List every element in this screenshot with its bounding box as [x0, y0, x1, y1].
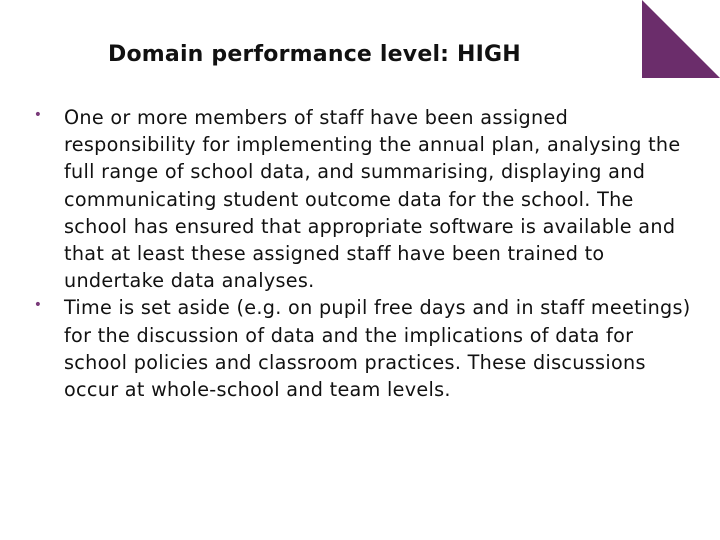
bullet-list — [28, 104, 698, 403]
bullet-item — [28, 294, 698, 403]
bullet-item — [28, 104, 698, 294]
bullet-icon: • — [33, 297, 43, 314]
corner-triangle-decoration — [642, 0, 720, 78]
slide-title: Domain performance level: HIGH — [108, 42, 521, 67]
bullet-icon: • — [33, 107, 43, 123]
bullet-text: Time is set aside (e.g. on pupil free days and in staff meetings) for the discussion of data and the implications of data for school policies and classroom practices. These discussions occur at whole-school and team levels. — [64, 296, 691, 402]
bullet-text: One or more members of staff have been assigned responsibility for implementing the annual plan, analysing the full range of school data, and summarising, displaying and communicating student outcome data for the school. The school has ensured that appropriate software is available and that at least these assigned staff have been trained to undertake data analyses. — [64, 106, 681, 293]
